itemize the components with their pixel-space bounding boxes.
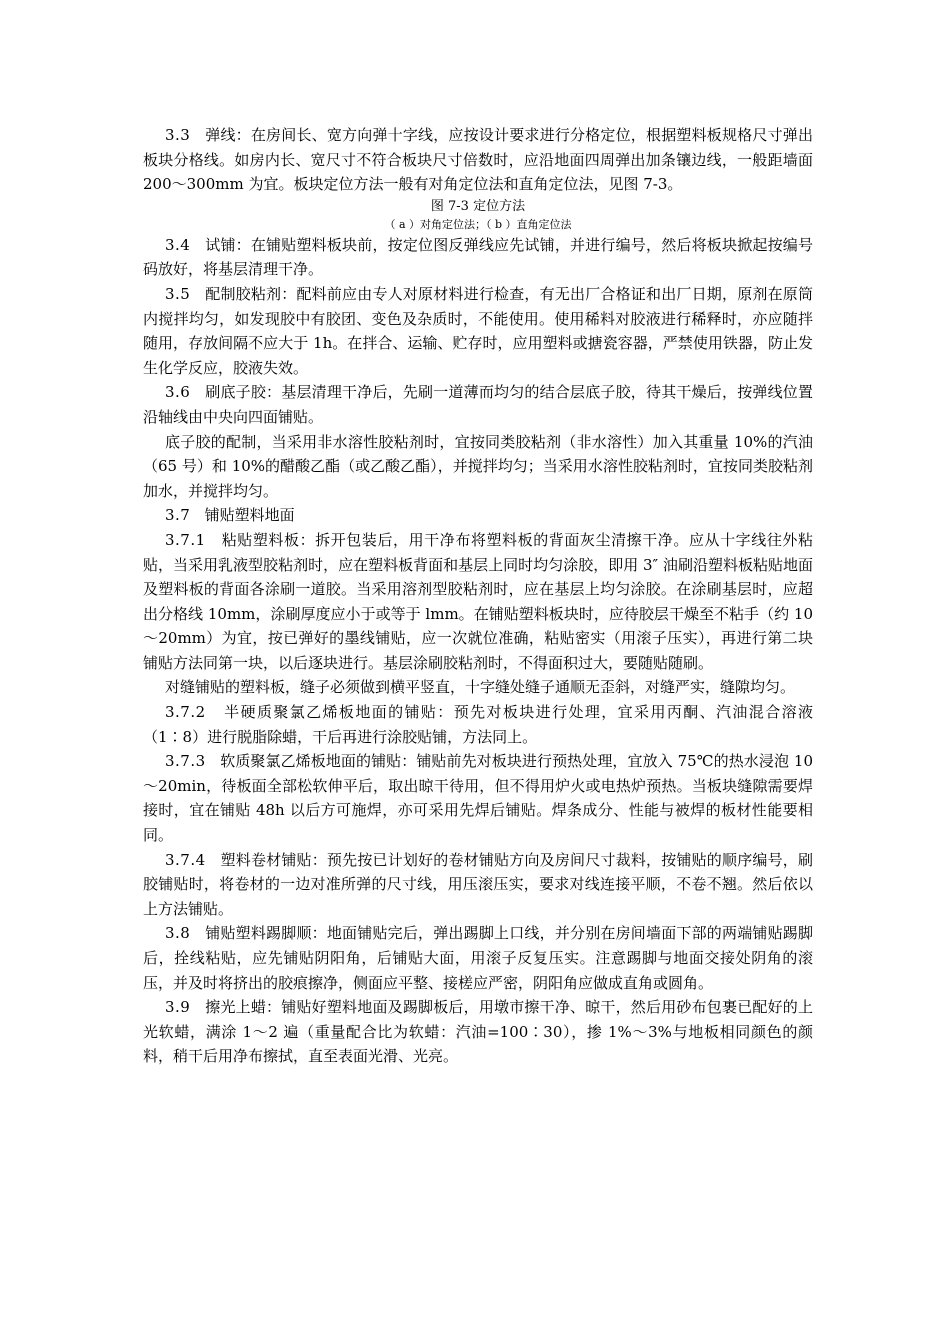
- section-text: 铺贴塑料地面: [204, 506, 295, 525]
- section-text: 弹线：在房间长、宽方向弹十字线，应按设计要求进行分格定位，根据塑料板规格尺寸弹出板块分格线。如房内长、宽尺寸不符合板块尺寸倍数时，应沿地面四周弹出加条镶边线，一般距墙面 200～300mm 为宜。板块定位方法一般有对角定位法和直角定位法，见图 7-3。: [143, 126, 813, 194]
- section-text: 半硬质聚氯乙烯板地面的铺贴：预先对板块进行处理，宜采用丙酮、汽油混合溶液（1∶8）进行脱脂除蜡，干后再进行涂胶贴铺，方法同上。: [143, 703, 813, 746]
- paragraph-3-6: [143, 380, 813, 429]
- section-number: 3.7: [165, 506, 191, 525]
- section-number: 3.4: [165, 235, 191, 254]
- paragraph-3-7-1: [143, 528, 813, 676]
- section-text: 底子胶的配制，当采用非水溶性胶粘剂时，宜按同类胶粘剂（非水溶性）加入其重量 10%的汽油（65 号）和 10%的醋酸乙酯（或乙酸乙酯），并搅拌均匀；当采用水溶性胶粘剂时，宜按同类胶粘剂加水，并搅拌均匀。: [143, 432, 813, 500]
- section-number: 3.7.2: [165, 703, 206, 722]
- figure-title: 图 7-3 定位方法: [430, 198, 526, 214]
- section-text: 铺贴塑料踢脚顺：地面铺贴完后，弹出踢脚上口线，并分别在房间墙面下部的两端铺贴踢脚后，拴线粘贴，应先铺贴阴阳角，后铺贴大面，用滚子反复压实。注意踢脚与地面交接处阴角的滚压，并及时将挤出的胶痕擦净，侧面应平整、接槎应严密，阴阳角应做成直角或圆角。: [143, 924, 813, 992]
- section-text: 塑料卷材铺贴：预先按已计划好的卷材铺贴方向及房间尺寸裁料，按铺贴的顺序编号，刷胶铺贴时，将卷材的一边对准所弹的尺寸线，用压滚压实，要求对线连接平顺，不卷不翘。然后依以上方法铺贴。: [143, 850, 813, 918]
- section-text: 软质聚氯乙烯板地面的铺贴：铺贴前先对板块进行预热处理，宜放入 75℃的热水浸泡 10～20min，待板面全部松软伸平后，取出晾干待用，但不得用炉火或电热炉预热。当板块缝隙需要焊接时，宜在铺贴 48h 以后方可施焊，亦可采用先焊后铺贴。焊条成分、性能与被焊的板材性能要相同。: [143, 752, 813, 845]
- paragraph-primer-mix: [143, 430, 813, 504]
- document-page: [143, 123, 813, 1069]
- paragraph-3-4: [143, 233, 813, 282]
- paragraph-3-3: [143, 123, 813, 197]
- paragraph-3-7-3: [143, 749, 813, 847]
- paragraph-seam: [143, 675, 813, 700]
- figure-subtitle: （ a ）对角定位法；（ b ）直角定位法: [384, 217, 572, 231]
- section-number: 3.5: [165, 284, 191, 303]
- paragraph-3-9: [143, 995, 813, 1069]
- section-text: 配制胶粘剂：配料前应由专人对原材料进行检查，有无出厂合格证和出厂日期，原剂在原筒内搅拌均匀，如发现胶中有胶团、变色及杂质时，不能使用。使用稀料对胶液进行稀释时，亦应随拌随用，存放间隔不应大于 1h。在拌合、运输、贮存时，应用塑料或搪瓷容器，严禁使用铁器，防止发生化学反应，胶液失效。: [143, 284, 813, 377]
- section-text: 擦光上蜡：铺贴好塑料地面及踢脚板后，用墩市擦干净、晾干，然后用砂布包裹已配好的上光软蜡，满涂 1～2 遍（重量配合比为软蜡：汽油=100∶30），掺 1%～3%与地板相同颜色的颜料，稍干后用净布擦拭，直至表面光滑、光亮。: [143, 998, 813, 1066]
- section-text: 对缝铺贴的塑料板，缝子必须做到横平竖直，十字缝处缝子通顺无歪斜，对缝严实，缝隙均匀。: [165, 678, 796, 697]
- paragraph-3-7-2: [143, 700, 813, 749]
- section-text: 试铺：在铺贴塑料板块前，按定位图反弹线应先试铺，并进行编号，然后将板块掀起按编号码放好，将基层清理干净。: [143, 235, 813, 279]
- section-number: 3.7.4: [165, 850, 206, 869]
- paragraph-3-7-4: [143, 848, 813, 922]
- section-number: 3.7.1: [165, 530, 206, 549]
- section-number: 3.7.3: [165, 752, 206, 771]
- paragraph-3-5: [143, 282, 813, 380]
- section-number: 3.3: [165, 126, 191, 144]
- section-number: 3.8: [165, 924, 191, 943]
- section-number: 3.9: [165, 998, 191, 1017]
- paragraph-3-8: [143, 921, 813, 995]
- section-text: 粘贴塑料板：拆开包装后，用干净布将塑料板的背面灰尘清擦干净。应从十字线往外粘贴，当采用乳液型胶粘剂时，应在塑料板背面和基层上同时均匀涂胶，即用 3″ 油刷沿塑料板粘贴地面及塑料板的背面各涂刷一道胶。当采用溶剂型胶粘剂时，应在基层上均匀涂胶。在涂刷基层时，应超出分格线 10mm，涂刷厚度应小于或等于 lmm。在铺贴塑料板块时，应待胶层干燥至不粘手（约 10～20mm）为宜，按已弹好的墨线铺贴，应一次就位准确，粘贴密实（用滚子压实），再进行第二块铺贴方法同第一块，以后逐块进行。基层涂刷胶粘剂时，不得面积过大，要随贴随刷。: [143, 530, 813, 672]
- paragraph-3-7: [143, 503, 813, 528]
- section-number: 3.6: [165, 383, 191, 402]
- section-text: 刷底子胶：基层清理干净后，先刷一道薄而均匀的结合层底子胶，待其干燥后，按弹线位置沿轴线由中央向四面铺贴。: [143, 383, 813, 426]
